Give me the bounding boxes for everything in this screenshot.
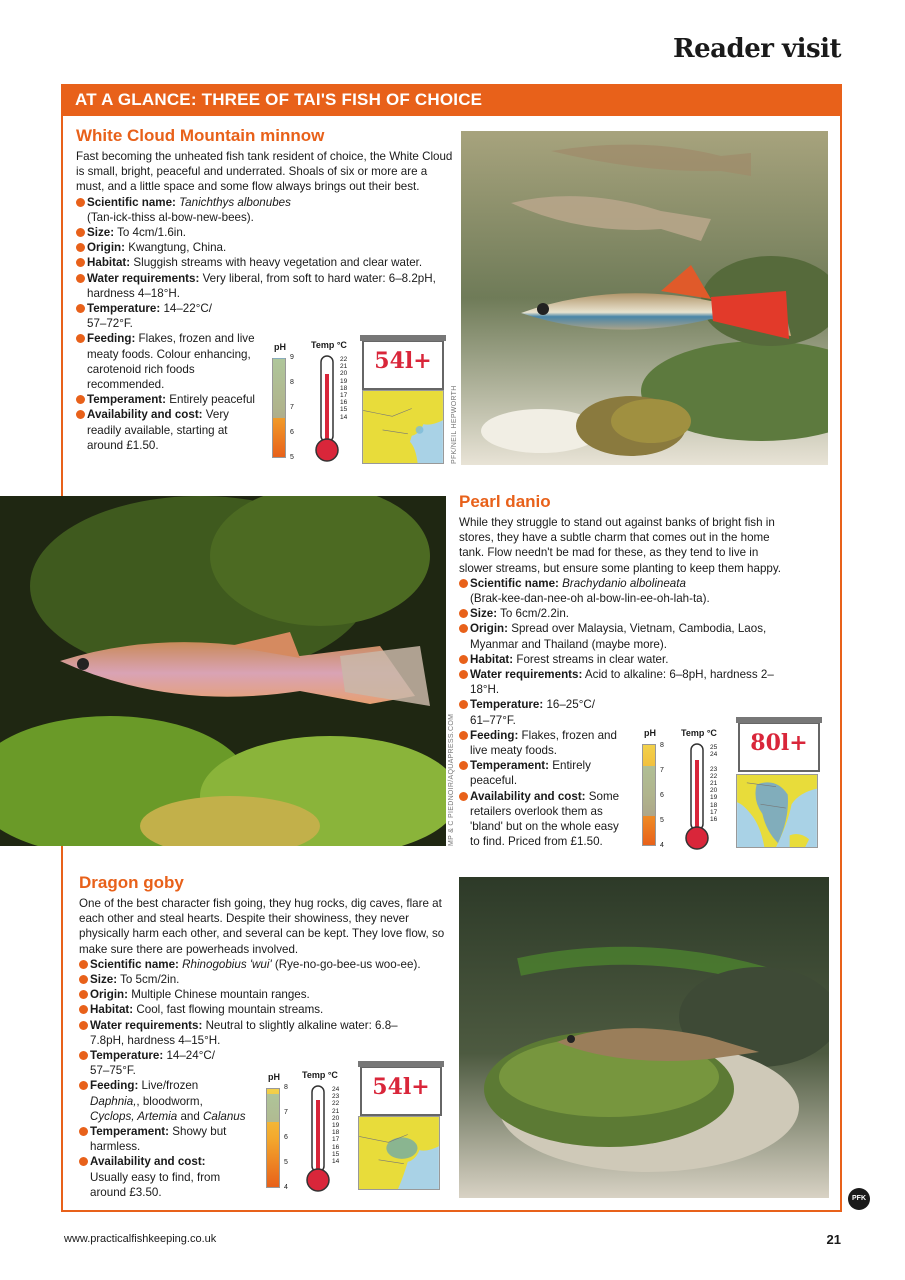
temp-tick: 22 — [340, 356, 348, 363]
fish-name: Pearl danio — [459, 492, 551, 511]
fact-habitat: Habitat: Sluggish streams with heavy vegetation and clear water. — [76, 255, 456, 270]
ph-tick: 6 — [660, 792, 664, 799]
temp-label: Temp °C — [681, 728, 717, 738]
fish-intro: Fast becoming the unheated fish tank resident of choice, the White Cloud is small, bright, peaceful and underrated. Shoals of six or more are a must, and a little space and some flow always brings out their best. — [76, 150, 453, 194]
tank-size-icon — [360, 1066, 442, 1116]
temp-tick: 18 — [710, 801, 718, 809]
fact-scientific-name: Scientific name: Tanichthys albonubes (Tan-ick-thiss al-bow-new-bees). — [76, 195, 456, 225]
section-title: Reader visit — [673, 34, 841, 64]
ph-tick: 9 — [290, 354, 294, 361]
photo-white-cloud — [461, 131, 828, 465]
ph-tick: 7 — [284, 1109, 288, 1116]
fact-size: Size: To 4cm/1.6in. — [76, 225, 456, 240]
fact-feeding: Feeding: Flakes, frozen and live meaty foods. — [459, 728, 629, 758]
fact-water: Water requirements: Neutral to slightly alkaline water: 6.8–7.8pH, hardness 4–15°H. — [79, 1018, 399, 1048]
temp-tick: 19 — [710, 794, 718, 802]
temp-tick: 14 — [340, 413, 348, 421]
ph-tick: 4 — [284, 1184, 288, 1191]
temp-tick: 16 — [332, 1143, 340, 1151]
ph-tick: 8 — [660, 742, 664, 749]
ph-tick: 8 — [290, 379, 294, 386]
photo-credit: PFK/NEIL HEPWORTH — [451, 385, 458, 464]
thermometer-icon — [681, 742, 713, 852]
temp-tick: 20 — [340, 370, 348, 378]
ph-tick: 6 — [290, 429, 294, 436]
footer-url[interactable]: www.practicalfishkeeping.co.uk — [64, 1233, 217, 1245]
photo-credit: MP & C PIEDNOIR/AQUAPRESS.COM — [448, 713, 455, 846]
ph-tick: 5 — [290, 454, 294, 461]
temp-tick: 17 — [332, 1136, 340, 1144]
temp-tick: 23 — [710, 765, 718, 773]
ph-label: pH — [274, 342, 286, 352]
temp-tick: 16 — [710, 816, 718, 823]
ph-label: pH — [644, 728, 656, 738]
tank-size: 54l+ — [374, 348, 432, 374]
temp-tick: 14 — [332, 1158, 340, 1165]
fact-water: Water requirements: Acid to alkaline: 6–8pH, hardness 2–18°H. — [459, 667, 794, 697]
fact-habitat: Habitat: Forest streams in clear water. — [459, 652, 794, 667]
fact-size: Size: To 6cm/2.2in. — [459, 606, 794, 621]
tank-size-icon — [362, 340, 444, 390]
photo-pearl-danio — [0, 496, 446, 846]
ph-tick: 5 — [660, 817, 664, 824]
temp-tick: 16 — [340, 399, 348, 407]
temp-label: Temp °C — [302, 1070, 338, 1080]
ph-label: pH — [268, 1072, 280, 1082]
range-map-icon — [736, 774, 818, 848]
temp-tick: 17 — [340, 392, 348, 399]
temp-label: Temp °C — [311, 340, 347, 350]
fish-intro: One of the best character fish going, they hug rocks, dig caves, flare at each other and steal hearts. Despite their showiness, they never physically harm each other, and several can be kept. They love flow, so make sure there are powerheads involved. — [79, 897, 445, 956]
fish-intro: While they struggle to stand out against banks of bright fish in stores, they have a subtle charm that comes out in the home tank. Flow needn't be mad for these, as they tend to live in slower streams, but ensure some planting to keep them happy. — [459, 516, 782, 575]
fact-water: Water requirements: Very liberal, from soft to hard water: 6–8.2pH, hardness 4–18°H. — [76, 271, 456, 301]
page-number: 21 — [826, 1232, 841, 1247]
fact-size: Size: To 5cm/2in. — [79, 972, 451, 987]
tank-size: 80l+ — [750, 730, 808, 756]
fact-availability: Availability and cost: Some retailers overlook them as 'bland' but on the whole easy to find. Priced from £1.50. — [459, 789, 631, 850]
temp-tick: 20 — [710, 787, 718, 795]
temp-tick: 25 — [710, 744, 718, 751]
temp-tick: 19 — [340, 377, 348, 385]
fact-temperature: Temperature: 14–22°C/ 57–72°F. — [76, 301, 226, 331]
pfk-logo: PFK — [848, 1188, 870, 1210]
tank-size-icon — [738, 722, 820, 772]
ph-tick: 8 — [284, 1084, 288, 1091]
ph-tick: 7 — [660, 767, 664, 774]
temp-tick: 24 — [332, 1086, 340, 1093]
fact-temperament: Temperament: Entirely peaceful. — [459, 758, 629, 788]
ph-range — [273, 358, 285, 418]
ph-range — [267, 1094, 279, 1122]
temp-tick: 18 — [340, 384, 348, 392]
temp-tick: 21 — [332, 1107, 340, 1115]
fact-habitat: Habitat: Cool, fast flowing mountain streams. — [79, 1002, 451, 1017]
temp-tick: 23 — [332, 1093, 340, 1101]
fact-availability: Availability and cost: Usually easy to find, from around £3.50. — [79, 1154, 239, 1200]
temp-tick: 20 — [332, 1114, 340, 1122]
care-widget-dragon-goby — [262, 1062, 452, 1197]
ph-tick: 6 — [284, 1134, 288, 1141]
fact-feeding: Feeding: Flakes, frozen and live meaty foods. Colour enhancing, carotenoid rich foods recommended. — [76, 331, 261, 392]
fact-temperature: Temperature: 16–25°C/ 61–77°F. — [459, 697, 609, 727]
tank-size: 54l+ — [372, 1074, 430, 1100]
fact-scientific-name: Scientific name: Rhinogobius 'wui' (Rye-no-go-bee-us woo-ee). — [79, 957, 451, 972]
thermometer-icon — [311, 354, 343, 464]
fact-temperament: Temperament: Showy but harmless. — [79, 1124, 239, 1154]
fish-name: White Cloud Mountain minnow — [76, 126, 325, 145]
temp-tick: 19 — [332, 1122, 340, 1129]
temp-tick: 15 — [332, 1150, 340, 1158]
ph-range — [643, 766, 655, 816]
ph-tick: 4 — [660, 842, 664, 849]
temp-tick: 15 — [340, 406, 348, 414]
thermometer-icon — [302, 1084, 334, 1194]
fact-scientific-name: Scientific name: Brachydanio albolineata (Brak-kee-dan-nee-oh al-bow-lin-ee-oh-lah-ta). — [459, 576, 794, 606]
temp-tick: 22 — [332, 1100, 340, 1108]
fact-feeding: Feeding: Live/frozen Daphnia,, bloodworm, Cyclops, Artemia and Calanus — [79, 1078, 254, 1124]
care-widget-pearl-danio — [638, 718, 828, 853]
fact-origin: Origin: Kwangtung, China. — [76, 240, 456, 255]
fact-temperament: Temperament: Entirely peaceful — [76, 392, 266, 407]
temp-tick: 18 — [332, 1129, 340, 1137]
temp-tick: 17 — [710, 808, 718, 816]
fact-origin: Origin: Spread over Malaysia, Vietnam, Cambodia, Laos, Myanmar and Thailand (maybe more). — [459, 621, 794, 651]
range-map-icon — [362, 390, 444, 464]
ph-tick: 7 — [290, 404, 294, 411]
fish-name: Dragon goby — [79, 873, 184, 892]
fact-origin: Origin: Multiple Chinese mountain ranges. — [79, 987, 451, 1002]
fact-temperature: Temperature: 14–24°C/ 57–75°F. — [79, 1048, 229, 1078]
photo-dragon-goby — [459, 877, 829, 1198]
temp-tick: 21 — [710, 780, 718, 787]
ph-tick: 5 — [284, 1159, 288, 1166]
glance-box-title: AT A GLANCE: THREE OF TAI'S FISH OF CHOICE — [61, 84, 842, 116]
temp-tick: 24 — [710, 751, 718, 759]
fact-availability: Availability and cost: Very readily available, starting at around £1.50. — [76, 407, 261, 453]
temp-tick: 21 — [340, 363, 348, 371]
range-map-icon — [358, 1116, 440, 1190]
temp-tick: 22 — [710, 772, 718, 780]
care-widget-white-cloud — [268, 334, 458, 469]
